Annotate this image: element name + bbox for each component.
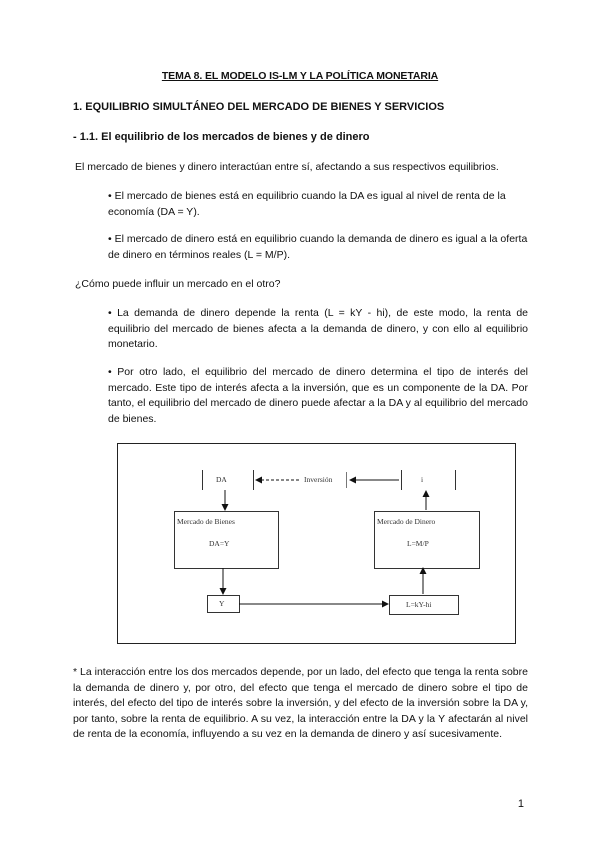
interest-rate-label: i: [421, 475, 424, 484]
section-heading: 1. EQUILIBRIO SIMULTÁNEO DEL MERCADO DE BIENES Y SERVICIOS: [73, 101, 445, 113]
money-market-equation: L=M/P: [407, 539, 429, 548]
intro-paragraph: El mercado de bienes y dinero interactúan entre sí, afectando a sus respectivos equilibrios.: [75, 161, 499, 173]
money-demand-equation: L=kY-hi: [406, 600, 432, 609]
inversion-label: Inversión: [304, 475, 333, 484]
da-label: DA: [216, 475, 227, 484]
money-market-title: Mercado de Dinero: [377, 517, 436, 526]
page-number: 1: [517, 798, 524, 810]
bullet-money-market: • El mercado de dinero está en equilibrio cuando la demanda de dinero es igual a la oferta de dinero en términos reales (L = M/P).: [108, 233, 528, 261]
market-interaction-diagram: [117, 443, 516, 644]
diagram-arrows: [118, 444, 515, 643]
bullet-goods-market: • El mercado de bienes está en equilibrio cuando la DA es igual al nivel de renta de la economía (DA = Y).: [108, 190, 506, 218]
goods-market-equation: DA=Y: [209, 539, 230, 548]
goods-market-title: Mercado de Bienes: [177, 517, 235, 526]
question-paragraph: ¿Cómo puede influir un mercado en el otro?: [75, 278, 281, 290]
footnote-paragraph: * La interacción entre los dos mercados depende, por un lado, del efecto que tenga la renta sobre la demanda de dinero y, por otro, del efecto que tenga el mercado de dinero sobre el tipo de interés, del efecto del tipo de interés sobre la inversión, y del efecto de la inversión sobre la DA y, por tanto, sobre la renta de equilibrio. A su vez, la interacción entre la DA y la Y afectarán al nivel de renta de la economía, influyendo a su vez en la demanda de dinero y así sucesivamente.: [73, 666, 528, 740]
bullet-interest-rate: • Por otro lado, el equilibrio del mercado de dinero determina el tipo de interés del mercado. Este tipo de interés afecta a la inversión, que es un componente de la DA. Por tanto, el equilibrio del mercado de dinero puede afectar a la DA y al equilibrio del mercado de bienes.: [108, 366, 528, 425]
bullet-money-demand: • La demanda de dinero depende la renta (L = kY - hi), de este modo, la renta de equilibrio del mercado de bienes afecta a la demanda de dinero, y con ello al equilibrio monetario.: [108, 307, 528, 350]
income-label: Y: [219, 599, 225, 608]
document-title: TEMA 8. EL MODELO IS-LM Y LA POLÍTICA MONETARIA: [161, 70, 439, 82]
subsection-heading: - 1.1. El equilibrio de los mercados de bienes y de dinero: [73, 131, 370, 143]
